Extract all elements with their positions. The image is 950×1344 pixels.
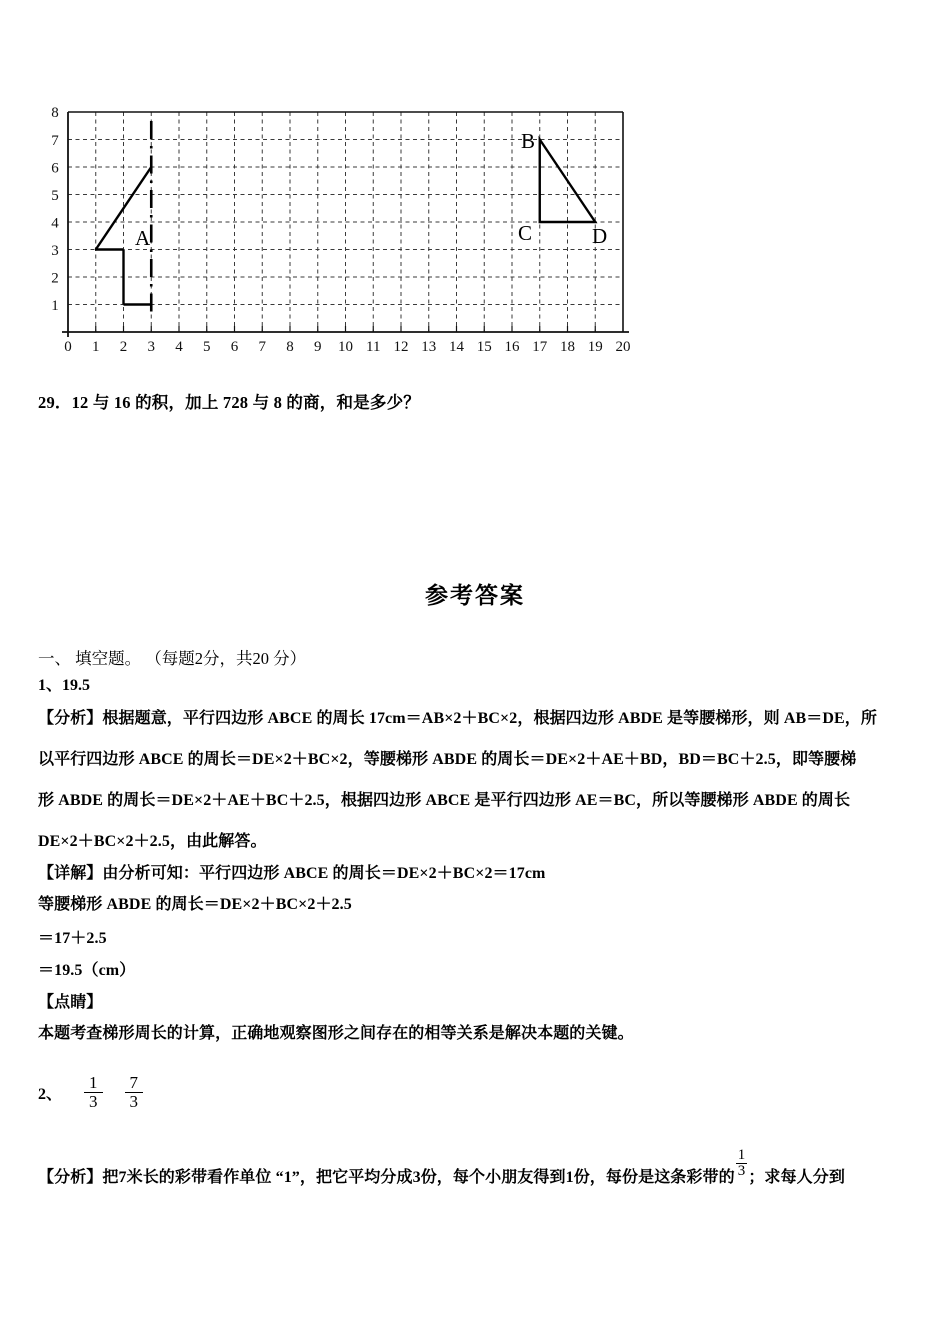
x-axis-tick-labels: [64, 339, 630, 355]
svg-text:12: 12: [393, 339, 409, 355]
svg-text:4: 4: [175, 339, 183, 355]
item2-analysis-text-post: ；求每人分到: [748, 1168, 845, 1186]
svg-text:0: 0: [64, 339, 72, 355]
svg-text:3: 3: [147, 339, 155, 355]
inline-fraction-one-third: $\frac{1}{3}$: [737, 1146, 746, 1179]
svg-text:20: 20: [615, 339, 631, 355]
svg-text:2: 2: [119, 339, 128, 355]
svg-text:7: 7: [51, 133, 59, 149]
item2-analysis-text-pre: 【分析】把7米长的彩带看作单位 “1”，把它平均分成3份，每个小朋友得到1份，每份是这条彩带的: [38, 1168, 735, 1186]
svg-text:11: 11: [366, 339, 381, 355]
analysis-line-4: DE×2＋BC×2＋2.5，由此解答。: [38, 833, 267, 850]
svg-text:5: 5: [51, 188, 59, 204]
label-A: A: [135, 226, 151, 250]
detail-line-3: ＝17＋2.5: [38, 930, 107, 947]
detail-line-1: 【详解】由分析可知：平行四边形 ABCE 的周长＝DE×2＋BC×2＝17cm: [38, 865, 546, 882]
coordinate-grid-svg: [0, 0, 950, 370]
answer-item-2-number: 2、: [38, 1085, 63, 1103]
label-D: D: [592, 224, 608, 248]
answer-item-2: [38, 1074, 143, 1111]
fraction-seven-thirds: $\frac{7}{3}$: [125, 1074, 144, 1111]
keypoint-label: 【点睛】: [38, 994, 103, 1011]
svg-text:9: 9: [314, 339, 322, 355]
analysis-line-2: 以平行四边形 ABCE 的周长＝DE×2＋BC×2，等腰梯形 ABDE 的周长＝DE×2＋AE＋BD，BD＝BC＋2.5，即等腰梯: [38, 751, 857, 768]
svg-text:10: 10: [338, 339, 353, 355]
analysis-line-3: 形 ABDE 的周长＝DE×2＋AE＋BC＋2.5，根据四边形 ABCE 是平行四边形 AE＝BC，所以等腰梯形 ABDE 的周长: [38, 792, 851, 809]
svg-text:16: 16: [504, 339, 520, 355]
svg-text:8: 8: [286, 339, 294, 355]
svg-text:4: 4: [51, 215, 59, 232]
svg-text:3: 3: [51, 243, 59, 259]
svg-text:18: 18: [560, 339, 575, 355]
analysis-line-1: 【分析】根据题意，平行四边形 ABCE 的周长 17cm＝AB×2＋BC×2，根据四边形 ABDE 是等腰梯形，则 AB＝DE，所: [38, 710, 877, 727]
detail-line-2: 等腰梯形 ABDE 的周长＝DE×2＋BC×2＋2.5: [38, 896, 352, 913]
svg-text:19: 19: [587, 339, 603, 355]
item2-analysis-line: [38, 1146, 845, 1187]
figure-vertex-labels: [135, 129, 607, 250]
y-axis-tick-labels: [51, 105, 59, 314]
svg-text:7: 7: [258, 339, 266, 355]
svg-text:13: 13: [421, 339, 437, 355]
svg-text:1: 1: [51, 298, 59, 314]
svg-text:14: 14: [449, 339, 464, 355]
keypoint-text: 本题考查梯形周长的计算，正确地观察图形之间存在的相等关系是解决本题的关键。: [38, 1025, 634, 1042]
label-C: C: [518, 221, 533, 245]
answer-item-1-number: 1、19.5: [38, 677, 91, 694]
svg-text:1: 1: [92, 339, 100, 355]
svg-text:8: 8: [51, 105, 59, 121]
label-B: B: [521, 129, 536, 153]
detail-line-4: ＝19.5（cm）: [38, 962, 136, 979]
svg-text:6: 6: [230, 339, 239, 355]
page-title-reference-answers: 参考答案: [425, 583, 525, 608]
svg-text:5: 5: [203, 339, 211, 355]
question-29: 29．12 与 16 的积，加上 728 与 8 的商，和是多少？: [38, 393, 420, 412]
svg-text:15: 15: [476, 339, 492, 355]
svg-text:17: 17: [532, 339, 548, 355]
section-heading-fill-in-blanks: 一、 填空题。 （每题2分，共20 分）: [38, 649, 307, 668]
fraction-one-third: $\frac{1}{3}$: [84, 1074, 103, 1111]
svg-text:2: 2: [51, 270, 59, 287]
figure-coordinate-grid: [0, 0, 950, 370]
svg-text:6: 6: [51, 160, 59, 177]
